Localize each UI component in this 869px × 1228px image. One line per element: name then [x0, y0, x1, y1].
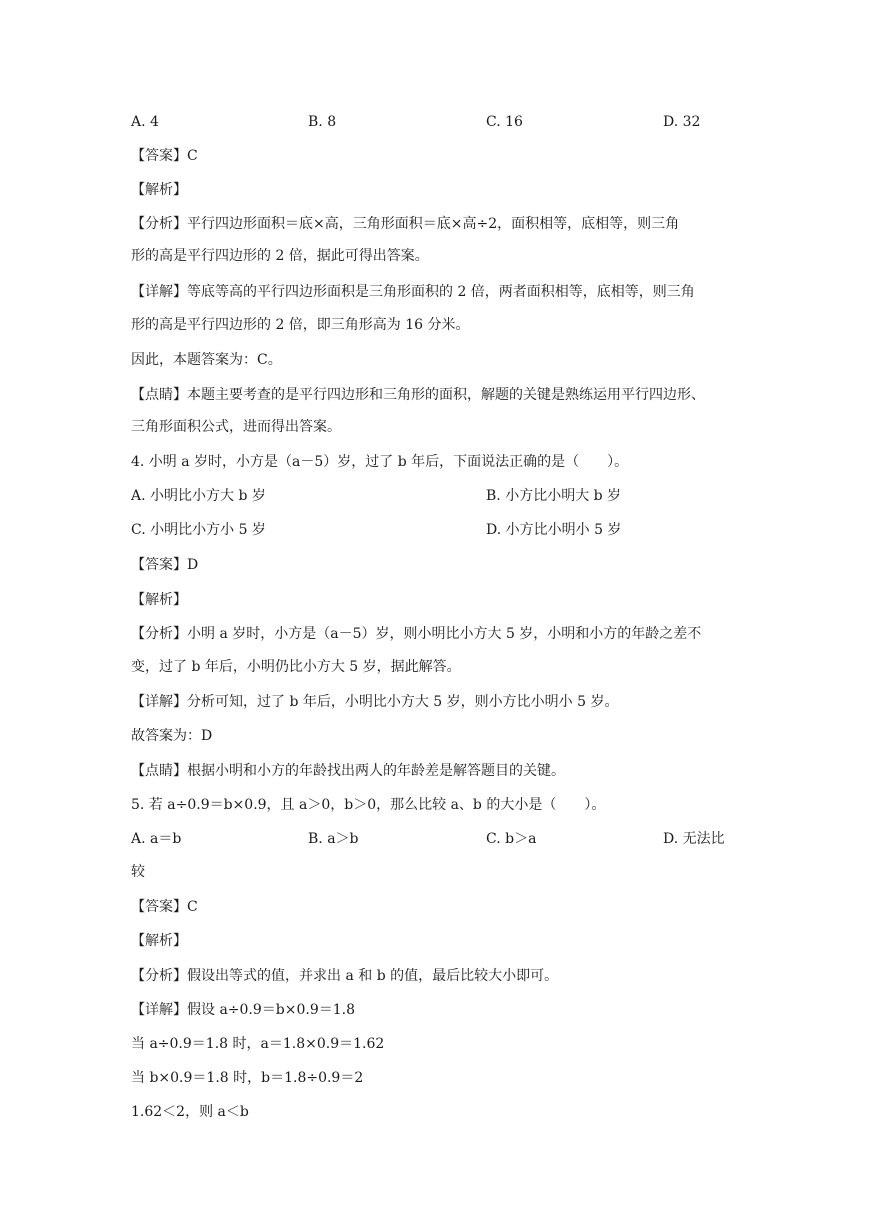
- q3-fenxi-line-2: 形的高是平行四边形的 2 倍，据此可得出答案。: [131, 248, 429, 264]
- q4-option-d: D. 小方比小明小 5 岁: [486, 522, 622, 538]
- q5-analysis-heading: 【解析】: [131, 933, 187, 949]
- q3-xiangjie-line-1: 【详解】等底等高的平行四边形面积是三角形面积的 2 倍，两者面积相等，底相等，则三角: [131, 284, 695, 300]
- q5-option-d: D. 无法比: [663, 831, 725, 847]
- q5-step-2: 当 b×0.9＝1.8 时，b＝1.8÷0.9＝2: [131, 1070, 364, 1086]
- q5-fenxi: 【分析】假设出等式的值，并求出 a 和 b 的值，最后比较大小即可。: [131, 968, 559, 984]
- q3-option-d: D. 32: [663, 114, 701, 130]
- q4-answer: 【答案】D: [131, 557, 199, 573]
- q4-dianjing: 【点睛】根据小明和小方的年龄找出两人的年龄差是解答题目的关键。: [131, 763, 565, 779]
- q4-option-a: A. 小明比小方大 b 岁: [131, 488, 266, 504]
- q4-option-b: B. 小方比小明大 b 岁: [486, 488, 622, 504]
- q5-option-b: B. a＞b: [308, 831, 359, 847]
- q3-fenxi-line-1: 【分析】平行四边形面积＝底×高，三角形面积＝底×高÷2，面积相等，底相等，则三角: [131, 216, 680, 232]
- q3-dianjing-line-2: 三角形面积公式，进而得出答案。: [131, 419, 341, 435]
- q4-fenxi-line-2: 变，过了 b 年后，小明仍比小方大 5 岁，据此解答。: [131, 659, 461, 675]
- q5-answer: 【答案】C: [131, 899, 198, 915]
- q5-xiangjie: 【详解】假设 a÷0.9＝b×0.9＝1.8: [131, 1002, 356, 1018]
- q4-xiangjie: 【详解】分析可知，过了 b 年后，小明比小方大 5 岁，则小方比小明小 5 岁。: [131, 694, 619, 710]
- q3-option-a: A. 4: [131, 114, 159, 130]
- q4-question: 4. 小明 a 岁时，小方是（a－5）岁，过了 b 年后，下面说法正确的是（ ）。: [131, 454, 629, 470]
- q4-fenxi-line-1: 【分析】小明 a 岁时，小方是（a－5）岁，则小明比小方大 5 岁，小明和小方的年龄之差不: [131, 626, 702, 642]
- q4-conclusion: 故答案为：D: [131, 728, 213, 744]
- q3-answer: 【答案】C: [131, 148, 198, 164]
- q3-analysis-heading: 【解析】: [131, 182, 187, 198]
- q5-question: 5. 若 a÷0.9＝b×0.9，且 a＞0，b＞0，那么比较 a、b 的大小是（ ）。: [131, 797, 606, 813]
- q4-option-c: C. 小明比小方小 5 岁: [131, 522, 266, 538]
- q3-option-b: B. 8: [308, 114, 337, 130]
- q5-step-1: 当 a÷0.9＝1.8 时，a＝1.8×0.9＝1.62: [131, 1036, 385, 1052]
- q3-dianjing-line-1: 【点睛】本题主要考查的是平行四边形和三角形的面积，解题的关键是熟练运用平行四边形、: [131, 387, 705, 403]
- q5-step-3: 1.62＜2，则 a＜b: [131, 1104, 249, 1120]
- q3-conclusion: 因此，本题答案为：C。: [131, 352, 282, 368]
- q5-option-a: A. a＝b: [131, 831, 182, 847]
- q3-option-c: C. 16: [486, 114, 523, 130]
- q5-option-d-continued: 较: [131, 864, 145, 880]
- q3-xiangjie-line-2: 形的高是平行四边形的 2 倍，即三角形高为 16 分米。: [131, 317, 470, 333]
- q5-option-c: C. b＞a: [486, 831, 537, 847]
- q4-analysis-heading: 【解析】: [131, 592, 187, 608]
